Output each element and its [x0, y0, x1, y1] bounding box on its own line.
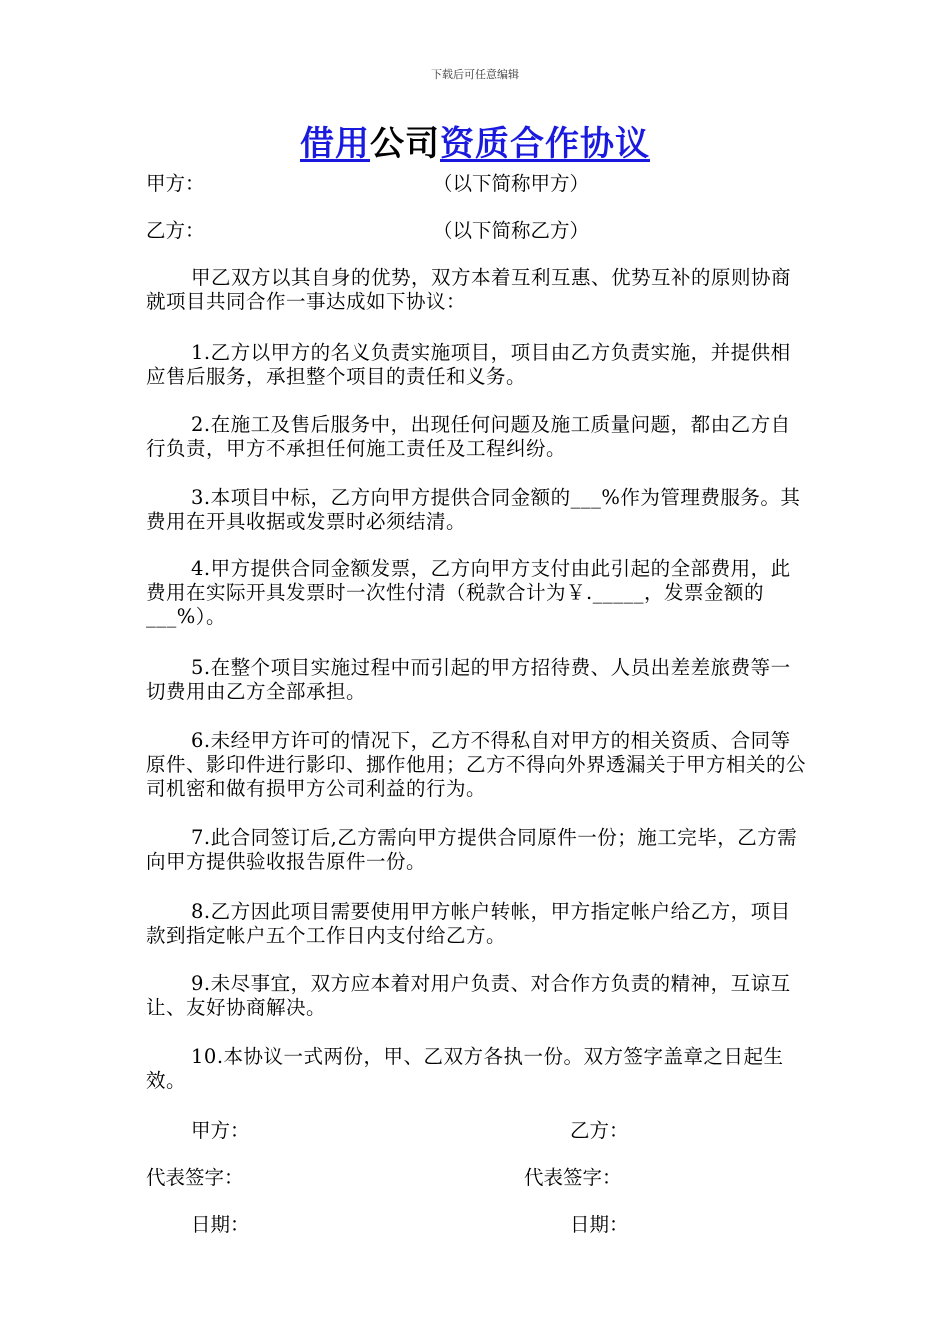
- clause-8: 8.乙方因此项目需要使用甲方帐户转帐，甲方指定帐户给乙方，项目款到指定帐户五个工作日内支付给乙方。: [146, 900, 791, 947]
- party-b-label: 乙方：: [146, 219, 205, 242]
- signature-party-a: 甲方：: [191, 1119, 250, 1142]
- party-b-note: （以下简称乙方）: [433, 219, 590, 242]
- document-title: [0, 122, 950, 166]
- clause-7: 7.此合同签订后,乙方需向甲方提供合同原件一份；施工完毕，乙方需向甲方提供验收报告原件一份。: [146, 826, 798, 873]
- clause-9: 9.未尽事宜，双方应本着对用户负责、对合作方负责的精神，互谅互让、友好协商解决。: [146, 972, 791, 1019]
- clause-10: 10.本协议一式两份，甲、乙双方各执一份。双方签字盖章之日起生效。: [146, 1045, 784, 1092]
- party-a-label: 甲方：: [146, 172, 205, 195]
- header-note: 下载后可任意编辑: [431, 68, 519, 81]
- signature-rep-b: 代表签字：: [524, 1166, 622, 1189]
- clause-6: 6.未经甲方许可的情况下，乙方不得私自对甲方的相关资质、合同等原件、影印件进行影印、挪作他用；乙方不得向外界透漏关于甲方相关的公司机密和做有损甲方公司利益的行为。: [146, 729, 807, 800]
- party-a-note: （以下简称甲方）: [433, 172, 590, 195]
- clause-5: 5.在整个项目实施过程中而引起的甲方招待费、人员出差差旅费等一切费用由乙方全部承担。: [146, 656, 791, 703]
- signature-date-a: 日期：: [191, 1213, 250, 1236]
- intro-paragraph: 甲乙双方以其自身的优势，双方本着互利互惠、优势互补的原则协商就项目共同合作一事达成如下协议：: [146, 266, 792, 313]
- title-link-borrow[interactable]: 借用: [300, 124, 370, 164]
- signature-date-b: 日期：: [570, 1213, 629, 1236]
- signature-rep-a: 代表签字：: [146, 1166, 244, 1189]
- title-link-cooperation[interactable]: 资质合作协议: [440, 124, 650, 164]
- clause-1: 1.乙方以甲方的名义负责实施项目，项目由乙方负责实施，并提供相应售后服务，承担整个项目的责任和义务。: [146, 341, 791, 388]
- title-company: 公司: [370, 124, 440, 164]
- signature-party-b: 乙方：: [570, 1119, 629, 1142]
- clause-2: 2.在施工及售后服务中，出现任何问题及施工质量问题，都由乙方自行负责，甲方不承担任何施工责任及工程纠纷。: [146, 413, 791, 460]
- clause-3: 3.本项目中标，乙方向甲方提供合同金额的___%作为管理费服务。其费用在开具收据或发票时必须结清。: [146, 486, 801, 533]
- clause-4: 4.甲方提供合同金额发票，乙方向甲方支付由此引起的全部费用，此费用在实际开具发票时一次性付清（税款合计为￥._____，发票金额的___%）。: [146, 557, 791, 628]
